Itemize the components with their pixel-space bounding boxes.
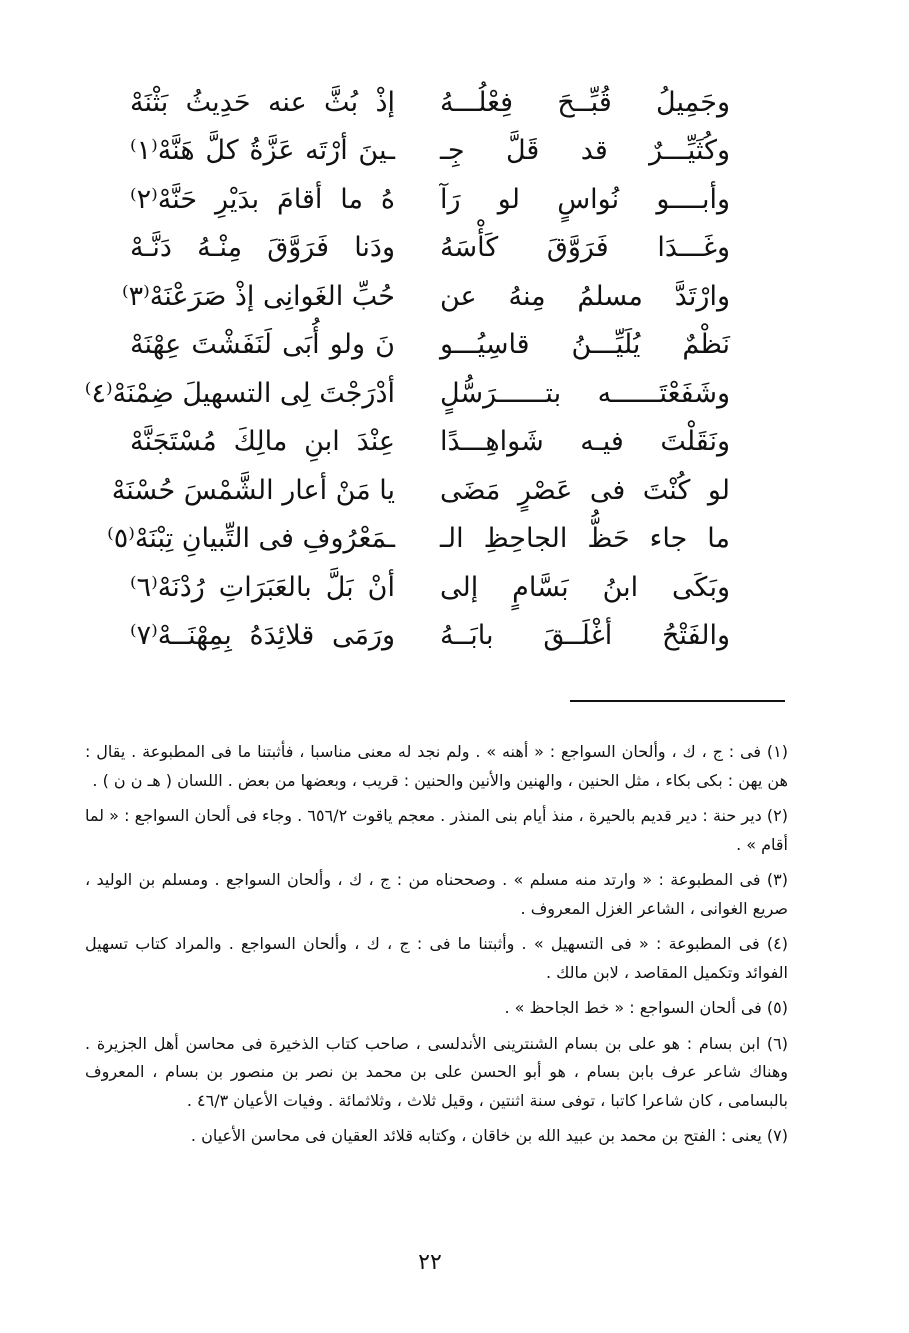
verse-first-hemistich: وشَفَعْتَــــــه بتــــــرَسُّلٍ — [440, 377, 730, 409]
verse-first-hemistich: وأبــــو نُواسٍ لو رَآ — [440, 183, 730, 215]
verse-first-hemistich: لو كُنْتَ فى عَصْرٍ مَضَى — [440, 474, 730, 506]
verse-second-hemistich: أدْرَجْتَ لِى التسهيلَ ضِمْنَهْ⁽٤⁾ — [84, 377, 395, 409]
verse — [130, 224, 730, 273]
verse — [130, 563, 730, 612]
verse-first-hemistich: وكُثَيِّـــرٌ قد قَلَّ جِـ — [440, 135, 730, 167]
poem — [84, 78, 730, 660]
verse-second-hemistich: يا مَنْ أعار الشَّمْسَ حُسْنَهْ — [111, 474, 395, 506]
verse-second-hemistich: حُبِّ الغَوانِى إذْ صَرَعْنَهْ⁽٣⁾ — [121, 280, 395, 312]
verse — [121, 272, 730, 321]
verse-second-hemistich: نَ ولو أُبَى لَنَفَشْتَ عِهْنَهْ — [130, 329, 395, 361]
verse-second-hemistich: ورَمَى قلائِدَهُ بِمِهْنَــهْ⁽٧⁾ — [130, 620, 395, 652]
verse-first-hemistich: وارْتَدَّ مسلمُ مِنهُ عن — [440, 280, 730, 312]
footnote: (٦) ابن بسام : هو على بن بسام الشنترينى الأندلسى ، صاحب كتاب الذخيرة فى محاسن أهل الجزيرة . وهناك شاعر عرف بابن بسام ، هو أبو الحسن على بن محمد بن نصر بن منصور بن بسام ، المعروف بالبسامى ، كان شاعرا كاتبا ، توفى سنة اثنتين ، وقيل ثلاث ، وثلاثمائة . وفيات الأعيان ٤٦/٣ . — [85, 1033, 788, 1110]
verse — [130, 418, 730, 467]
verse-first-hemistich: وجَمِيلُ قُبِّــحَ فِعْلُـــهُ — [440, 86, 730, 118]
verse — [130, 127, 730, 176]
footnote: (١) فى : ج ، ك ، وألحان السواجع : « أهنه » . ولم نجد له معنى مناسبا ، فأثبتنا ما فى المطبوعة . يقال : هن يهن : بكى بكاء ، مثل الحنين ، والهنين والأنين والحنين : قريب ، وبعضها من بعض . اللسان ( هـ ن ن ) . — [85, 742, 788, 790]
verse — [130, 78, 730, 127]
verse-first-hemistich: والفَتْحُ أغْلَــقَ بابَــهُ — [440, 620, 730, 652]
page-number: ٢٢ — [418, 1250, 442, 1275]
verse-second-hemistich: عِنْدَ ابنِ مالِكَ مُسْتَجَنَّهْ — [130, 426, 395, 458]
verse-second-hemistich: ـمَعْرُوفِ فى التِّبيانِ تِبْنَهْ⁽٥⁾ — [107, 523, 395, 555]
footnote: (٤) فى المطبوعة : « فى التسهيل » . وأثبتنا ما فى : ج ، ك ، وألحان السواجع . والمراد كتاب تسهيل الفوائد وتكميل المقاصد ، لابن مالك . — [85, 934, 788, 982]
footnote: (٧) يعنى : الفتح بن محمد بن عبيد الله بن خاقان ، وكتابه قلائد العقيان فى محاسن الأعيان . — [190, 1126, 788, 1145]
verse-first-hemistich: وغَـــدَا فَرَوَّقَ كَأْسَهُ — [440, 232, 730, 264]
verse — [84, 369, 730, 418]
verse-first-hemistich: نَظْمٌ يُلَيِّـــنُ قاسِيُـــو — [440, 329, 730, 361]
verse — [130, 612, 730, 661]
verse-first-hemistich: ونَقَلْتَ فيـه شَواهِـــدًا — [440, 426, 730, 458]
verse-second-hemistich: ودَنا فَرَوَّقَ مِنْـهُ دَنَّـهْ — [130, 232, 395, 264]
footnotes — [85, 738, 788, 1158]
verse — [130, 175, 730, 224]
verse — [107, 515, 730, 564]
verse-second-hemistich: هُ ما أقامَ بدَيْرِ حَنَّهْ⁽٢⁾ — [130, 183, 395, 215]
verse — [130, 321, 730, 370]
verse-first-hemistich: ما جاء حَظُّ الجاحِظِ الـ — [440, 523, 730, 555]
footnote: (٥) فى ألحان السواجع : « خط الجاحظ » . — [504, 998, 788, 1017]
verse — [111, 466, 730, 515]
footnote-separator-rule — [570, 700, 785, 702]
footnote: (٣) فى المطبوعة : « وارتد منه مسلم » . وصححناه من : ج ، ك ، وألحان السواجع . ومسلم بن الوليد ، صريع الغوانى ، الشاعر الغزل المعروف . — [85, 870, 788, 918]
verse-second-hemistich: أنْ بَلَّ بالعَبَرَاتِ رُدْنَهْ⁽٦⁾ — [130, 571, 395, 603]
verse-first-hemistich: وبَكَى ابنُ بَسَّامٍ إلى — [440, 571, 730, 603]
verse-second-hemistich: ـينَ أرْتَه عَزَّةُ كلَّ هَنَّهْ⁽١⁾ — [130, 135, 395, 167]
verse-second-hemistich: إذْ بُثَّ عنه حَدِيثُ بَثْنَهْ — [130, 86, 395, 118]
footnote: (٢) دير حنة : دير قديم بالحيرة ، منذ أيام بنى المنذر . معجم ياقوت ٦٥٦/٢ . وجاء فى ألحان السواجع : « لما أقام » . — [85, 806, 789, 854]
